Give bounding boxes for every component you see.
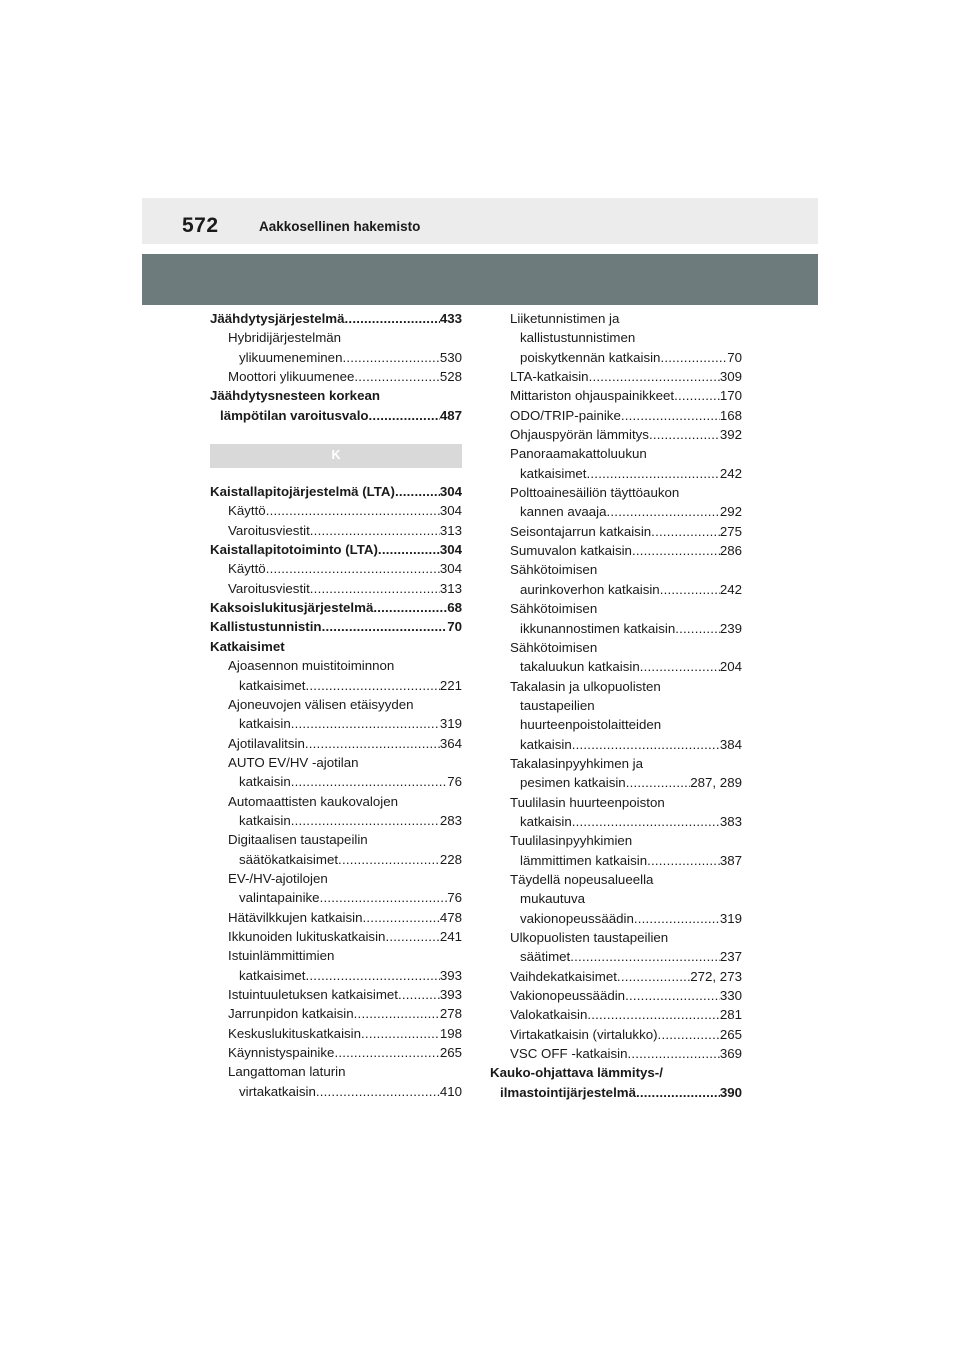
- index-entry: [210, 637, 462, 656]
- index-entry: [490, 483, 742, 502]
- index-entry: [490, 425, 742, 444]
- dot-leader: [627, 1044, 719, 1063]
- page-reference: 313: [439, 522, 462, 538]
- entry-text: Mittariston ohjauspainikkeet: [510, 388, 675, 404]
- index-entry: [210, 1062, 462, 1081]
- dot-leader: [354, 1004, 440, 1023]
- entry-text: AUTO EV/HV -ajotilan: [228, 754, 359, 770]
- index-entry: [210, 753, 462, 772]
- index-entry: [490, 831, 742, 850]
- index-entry: [210, 559, 462, 578]
- dot-leader: [607, 502, 720, 521]
- page-reference: 369: [719, 1046, 742, 1062]
- page-reference: 242: [719, 465, 742, 481]
- dot-leader: [589, 367, 720, 386]
- dot-leader: [316, 1082, 440, 1101]
- index-entry: [210, 501, 462, 520]
- entry-text: huurteenpoistolaitteiden: [520, 717, 662, 733]
- index-entry: [210, 1024, 462, 1043]
- dot-leader: [322, 617, 448, 636]
- dot-leader: [373, 598, 447, 617]
- index-entry: [490, 754, 742, 773]
- page-reference: 76: [447, 890, 462, 906]
- dot-leader: [632, 541, 720, 560]
- entry-text: lämpötilan varoitusvalo: [220, 407, 369, 423]
- index-entry: [490, 502, 742, 521]
- entry-text: ylikuumeneminen: [239, 349, 343, 365]
- page-reference: 286: [719, 543, 742, 559]
- index-entry: [490, 444, 742, 463]
- index-entry: [490, 367, 742, 386]
- page-reference: 383: [719, 813, 742, 829]
- entry-text: Kaksoislukitusjärjestelmä: [210, 600, 374, 616]
- entry-text: Liiketunnistimen ja: [510, 311, 620, 326]
- entry-text: Panoraamakattoluukun: [510, 446, 647, 462]
- entry-text: vakionopeussäädin: [520, 910, 634, 926]
- page-reference: 319: [719, 910, 742, 926]
- index-entry: [490, 522, 742, 541]
- entry-text: Sähkötoimisen: [510, 601, 598, 617]
- dot-leader: [636, 1083, 720, 1102]
- entry-text: Ulkopuolisten taustapeilien: [510, 930, 669, 945]
- page-reference: 265: [719, 1026, 742, 1042]
- page-reference: 237: [719, 949, 742, 965]
- index-entry: [490, 599, 742, 618]
- entry-text: Takalasinpyyhkimen ja: [510, 755, 644, 771]
- entry-text: Jäähdytysnesteen korkean: [210, 388, 380, 404]
- entry-text: Seisontajarrun katkaisin: [510, 523, 652, 539]
- entry-text: Käynnistyspainike: [228, 1045, 335, 1061]
- entry-text: LTA-katkaisin: [510, 369, 589, 385]
- page-reference: 292: [719, 504, 742, 520]
- page-reference: 287, 289: [690, 775, 742, 791]
- page-reference: 384: [719, 736, 742, 752]
- index-entry: [490, 348, 742, 367]
- entry-text: Ajoneuvojen välisen etäisyyden: [228, 696, 414, 712]
- index-entry: [210, 617, 462, 636]
- dot-leader: [572, 735, 720, 754]
- entry-text: Digitaalisen taustapeilin: [228, 832, 368, 848]
- page-reference: 392: [719, 427, 742, 443]
- dot-leader: [361, 1024, 440, 1043]
- page-reference: 319: [439, 716, 462, 732]
- index-entry: [490, 851, 742, 870]
- dot-leader: [266, 501, 440, 520]
- dot-leader: [369, 406, 440, 425]
- index-entry: [490, 328, 742, 347]
- index-entry: [490, 947, 742, 966]
- dot-leader: [385, 927, 439, 946]
- index-entry: [490, 735, 742, 754]
- entry-text: Langattoman laturin: [228, 1064, 346, 1080]
- index-entry: [210, 1082, 462, 1101]
- entry-text: Kaistallapitotoiminto (LTA): [210, 542, 378, 558]
- dot-leader: [640, 657, 720, 676]
- entry-text: Jäähdytysjärjestelmä: [210, 311, 345, 326]
- entry-text: katkaisimet: [520, 465, 587, 481]
- page-reference: 265: [439, 1045, 462, 1061]
- index-entry: [490, 870, 742, 889]
- entry-text: Moottori ylikuumenee: [228, 369, 355, 385]
- entry-text: Sähkötoimisen: [510, 639, 598, 655]
- entry-text: ikkunannostimen katkaisin: [520, 620, 676, 636]
- entry-text: Ohjauspyörän lämmitys: [510, 427, 649, 443]
- k-entries: [210, 482, 462, 1101]
- page-number: 572: [182, 214, 219, 237]
- entry-text: VSC OFF -katkaisin: [510, 1046, 628, 1062]
- index-entry: [490, 386, 742, 405]
- entry-text: mukautuva: [520, 891, 586, 907]
- j-entries: [210, 309, 462, 425]
- index-entry: [490, 793, 742, 812]
- entry-text: kannen avaaja: [520, 504, 607, 520]
- entry-text: aurinkoverhon katkaisin: [520, 581, 660, 597]
- entry-text: Ikkunoiden lukituskatkaisin: [228, 928, 386, 944]
- index-entry: [490, 464, 742, 483]
- page-reference: 433: [439, 311, 462, 326]
- dot-leader: [320, 888, 448, 907]
- entry-text: Virtakatkaisin (virtalukko): [510, 1026, 658, 1042]
- entry-text: Kaistallapitojärjestelmä (LTA): [210, 484, 395, 500]
- page-reference: 410: [439, 1083, 462, 1099]
- index-entry: [490, 677, 742, 696]
- entry-text: Ajoasennon muistitoiminnon: [228, 658, 395, 674]
- dot-leader: [674, 386, 720, 405]
- entry-text: katkaisin: [239, 774, 291, 790]
- dot-leader: [306, 966, 440, 985]
- entry-text: EV-/HV-ajotilojen: [228, 870, 328, 886]
- dot-leader: [398, 985, 440, 1004]
- index-entry: [210, 850, 462, 869]
- index-entry: [210, 579, 462, 598]
- entry-text: Täydellä nopeusalueella: [510, 871, 654, 887]
- page-reference: 198: [439, 1025, 462, 1041]
- entry-text: Vakionopeussäädin: [510, 988, 626, 1004]
- dot-leader: [291, 811, 440, 830]
- page-reference: 393: [439, 987, 462, 1002]
- dot-leader: [587, 464, 720, 483]
- entry-text: kallistustunnistimen: [520, 330, 636, 346]
- dot-leader: [587, 1005, 719, 1024]
- dot-leader: [354, 367, 439, 386]
- page-reference: 304: [439, 484, 462, 500]
- entry-text: Sumuvalon katkaisin: [510, 543, 632, 559]
- page-reference: 221: [439, 677, 462, 693]
- page-reference: 204: [719, 659, 742, 675]
- entry-text: katkaisin: [520, 813, 572, 829]
- dot-leader: [395, 482, 440, 501]
- page-reference: 530: [439, 349, 462, 365]
- index-entry: [490, 657, 742, 676]
- index-entry: [210, 328, 462, 347]
- index-entry: [210, 927, 462, 946]
- page-reference: 309: [719, 369, 742, 385]
- entry-text: Valokatkaisin: [510, 1007, 588, 1023]
- entry-text: ilmastointijärjestelmä: [500, 1084, 636, 1100]
- entry-text: lämmittimen katkaisin: [520, 852, 648, 868]
- page-reference: 478: [439, 909, 462, 925]
- page-reference: 304: [439, 542, 462, 558]
- entry-text: Automaattisten kaukovalojen: [228, 793, 399, 809]
- page-reference: 390: [719, 1084, 742, 1100]
- entry-text: katkaisin: [239, 812, 291, 828]
- page-reference: 272, 273: [690, 968, 742, 984]
- entry-text: katkaisimet: [239, 677, 306, 693]
- dot-leader: [675, 619, 720, 638]
- entry-text: Hätävilkkujen katkaisin: [228, 909, 363, 925]
- dot-leader: [334, 1043, 439, 1062]
- dot-leader: [345, 309, 440, 328]
- entry-text: Hybridijärjestelmän: [228, 330, 342, 346]
- index-entry: [490, 638, 742, 657]
- entry-text: poiskytkennän katkaisin: [520, 349, 661, 365]
- index-entry: [210, 908, 462, 927]
- index-entry: [490, 309, 742, 328]
- dot-leader: [651, 522, 720, 541]
- entry-text: virtakatkaisin: [239, 1083, 316, 1099]
- index-entry: [210, 406, 462, 425]
- entry-text: säätimet: [520, 949, 571, 965]
- entry-text: Vaihdekatkaisimet: [510, 968, 617, 984]
- index-entry: [490, 1063, 742, 1082]
- page-reference: 170: [719, 388, 742, 404]
- index-entry: [210, 888, 462, 907]
- entry-text: Keskuslukituskatkaisin: [228, 1025, 362, 1041]
- entry-text: katkaisimet: [239, 967, 306, 983]
- entry-text: Kallistustunnistin: [210, 619, 322, 635]
- index-entry: [490, 580, 742, 599]
- index-entry: [210, 869, 462, 888]
- entry-text: takaluukun katkaisin: [520, 659, 640, 675]
- index-entry: [210, 482, 462, 501]
- page-reference: 487: [439, 407, 462, 423]
- page-reference: 242: [719, 581, 742, 597]
- entry-text: pesimen katkaisin: [520, 775, 626, 791]
- dot-leader: [306, 676, 440, 695]
- section-header-k: K: [210, 444, 462, 468]
- header-bar: [142, 198, 818, 244]
- entry-text: Varoitusviestit: [228, 522, 310, 538]
- page-reference: 228: [439, 851, 462, 867]
- index-entry: [210, 656, 462, 675]
- dot-leader: [266, 559, 440, 578]
- index-entry: [490, 928, 742, 947]
- index-entry: [210, 772, 462, 791]
- entry-text: Istuintuuletuksen katkaisimet: [228, 987, 398, 1002]
- index-entry: [490, 715, 742, 734]
- entry-text: katkaisin: [520, 736, 572, 752]
- dot-leader: [310, 579, 440, 598]
- dot-leader: [626, 773, 691, 792]
- dot-leader: [634, 909, 720, 928]
- dot-leader: [660, 348, 727, 367]
- index-entry: [210, 348, 462, 367]
- index-entry: [210, 985, 462, 1004]
- page-reference: 281: [719, 1007, 742, 1023]
- entry-text: Varoitusviestit: [228, 580, 310, 596]
- page-reference: 70: [447, 619, 462, 635]
- page-reference: 304: [439, 561, 462, 577]
- index-entry: [210, 367, 462, 386]
- entry-text: Jarrunpidon katkaisin: [228, 1006, 354, 1022]
- index-entry: [490, 889, 742, 908]
- index-entry: [210, 676, 462, 695]
- entry-text: Sähkötoimisen: [510, 562, 598, 578]
- entry-text: Takalasin ja ulkopuolisten: [510, 678, 661, 694]
- index-entry: [490, 967, 742, 986]
- page-reference: 239: [719, 620, 742, 636]
- index-entry: [490, 773, 742, 792]
- index-entry: [210, 946, 462, 965]
- page-reference: 528: [439, 369, 462, 385]
- right-entries: [490, 309, 742, 1102]
- page-reference: 304: [439, 503, 462, 519]
- entry-text: Tuulilasinpyyhkimien: [510, 833, 633, 849]
- index-entry: [210, 695, 462, 714]
- dot-leader: [647, 851, 720, 870]
- dot-leader: [342, 348, 439, 367]
- page-reference: 283: [439, 812, 462, 828]
- index-entry: [210, 309, 462, 328]
- dot-leader: [363, 908, 440, 927]
- index-entry: [490, 406, 742, 425]
- index-entry: [490, 541, 742, 560]
- entry-text: ODO/TRIP-painike: [510, 407, 621, 423]
- dot-leader: [291, 714, 440, 733]
- entry-text: Polttoainesäiliön täyttöaukon: [510, 485, 680, 501]
- page-reference: 393: [439, 967, 462, 983]
- dot-leader: [305, 734, 440, 753]
- page-reference: 387: [719, 852, 742, 868]
- page-reference: 168: [719, 407, 742, 423]
- page-reference: 275: [719, 523, 742, 539]
- index-entry: [490, 1005, 742, 1024]
- dot-leader: [658, 1025, 720, 1044]
- index-entry: [210, 811, 462, 830]
- index-entry: [210, 1004, 462, 1023]
- index-entry: [210, 386, 462, 405]
- entry-text: Katkaisimet: [210, 638, 285, 654]
- page-reference: 364: [439, 735, 462, 751]
- index-entry: [210, 830, 462, 849]
- page-reference: 70: [727, 349, 742, 365]
- index-entry: [210, 792, 462, 811]
- index-entry: [210, 734, 462, 753]
- page-title: Aakkosellinen hakemisto: [259, 219, 421, 234]
- index-column-right: [490, 309, 742, 1102]
- dot-leader: [660, 580, 720, 599]
- dot-leader: [291, 772, 447, 791]
- entry-text: Kauko-ohjattava lämmitys-/: [490, 1065, 663, 1081]
- page-reference: 68: [447, 600, 462, 616]
- index-entry: [490, 986, 742, 1005]
- index-entry: [210, 540, 462, 559]
- entry-text: valintapainike: [239, 890, 320, 906]
- dot-leader: [625, 986, 720, 1005]
- index-entry: [490, 1083, 742, 1102]
- entry-text: Istuinlämmittimien: [228, 948, 335, 964]
- index-entry: [490, 909, 742, 928]
- dot-leader: [572, 812, 720, 831]
- index-entry: [210, 598, 462, 617]
- index-entry: [490, 1044, 742, 1063]
- index-entry: [210, 1043, 462, 1062]
- entry-text: taustapeilien: [520, 697, 595, 713]
- entry-text: Käyttö: [228, 561, 266, 577]
- entry-text: säätökatkaisimet: [239, 851, 339, 867]
- page-reference: 330: [719, 988, 742, 1004]
- index-entry: [210, 966, 462, 985]
- dot-leader: [621, 406, 720, 425]
- page-reference: 241: [439, 928, 462, 944]
- dot-leader: [617, 967, 690, 986]
- dot-leader: [649, 425, 720, 444]
- index-column-left: [210, 309, 462, 1101]
- dot-leader: [338, 850, 440, 869]
- header-band: [142, 254, 818, 305]
- index-entry: [490, 619, 742, 638]
- entry-text: katkaisin: [239, 716, 291, 732]
- page-reference: 76: [447, 774, 462, 790]
- page-reference: 313: [439, 580, 462, 596]
- index-entry: [490, 1025, 742, 1044]
- index-entry: [490, 696, 742, 715]
- index-entry: [490, 812, 742, 831]
- entry-text: Tuulilasin huurteenpoiston: [510, 794, 665, 810]
- entry-text: Ajotilavalitsin: [228, 735, 305, 751]
- index-entry: [490, 560, 742, 579]
- dot-leader: [310, 521, 440, 540]
- entry-text: Käyttö: [228, 503, 266, 519]
- dot-leader: [378, 540, 440, 559]
- index-entry: [210, 714, 462, 733]
- dot-leader: [570, 947, 720, 966]
- index-entry: [210, 521, 462, 540]
- page-reference: 278: [439, 1006, 462, 1022]
